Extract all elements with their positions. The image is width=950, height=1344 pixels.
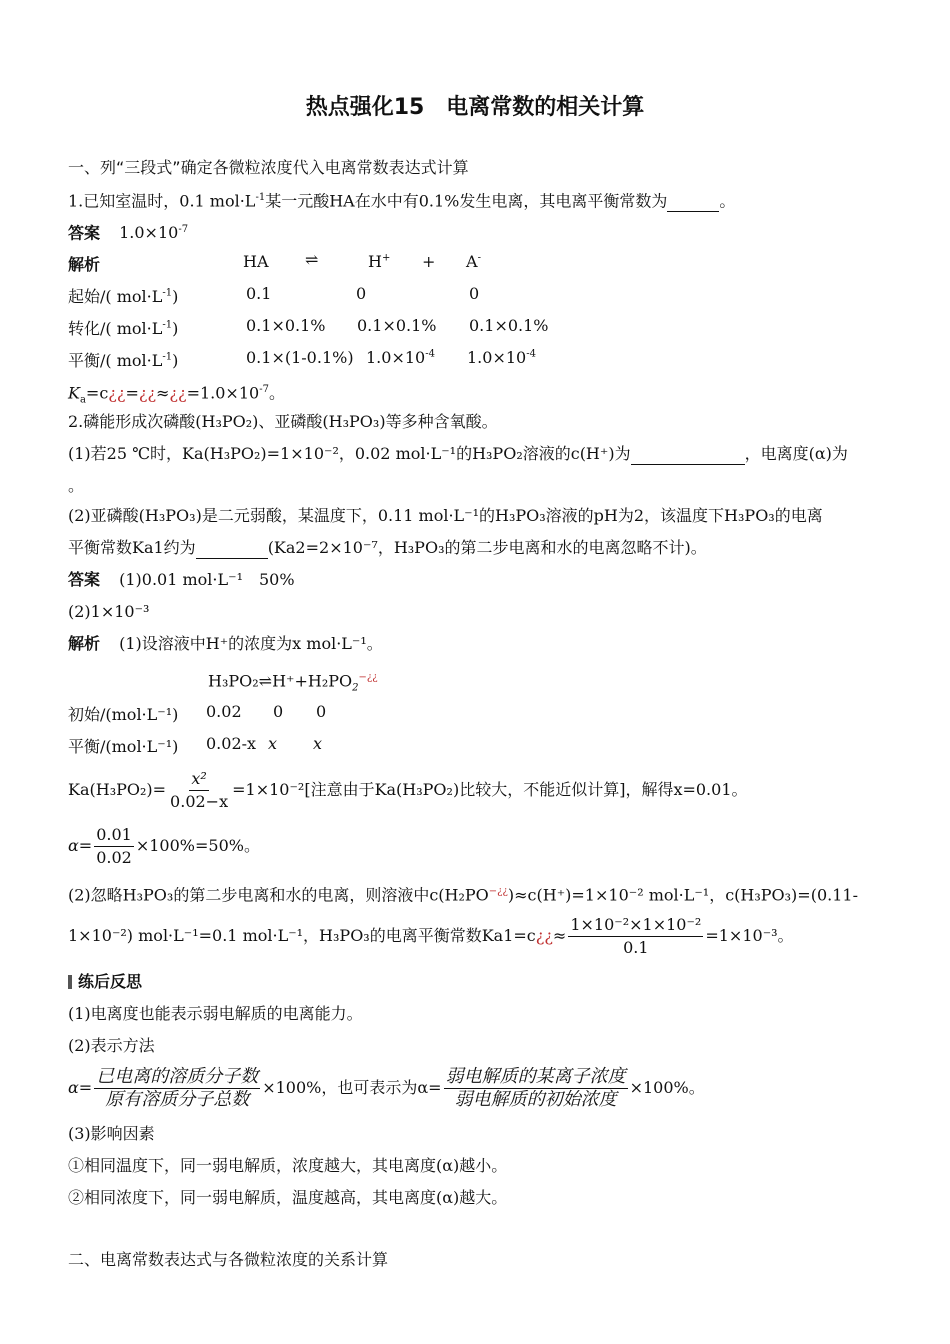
reflect-heading-text: 练后反思 <box>78 972 143 991</box>
q2-blank <box>631 444 745 465</box>
reflect-formula <box>68 1064 705 1114</box>
q1-cell: 0.1×0.1% <box>357 316 437 335</box>
q1-row-label: 转化/( $mol\cdot L^{-1}$) <box>68 319 179 338</box>
q2-p2-a: 平衡常数Ka1约为 <box>68 538 196 557</box>
formula-mid: ×100%，也可表示为α= <box>262 1078 442 1097</box>
reflect-3: (3)影响因素 <box>68 1124 155 1143</box>
q1-cell: 0.1×0.1% <box>246 316 326 335</box>
eq-h-text: H <box>368 252 382 271</box>
formula-alpha: α= <box>68 1078 93 1097</box>
q2-p1-text: (1)若25 ℃时，Ka(H₃PO₂)=1×10⁻²，0.02 mol·L⁻¹的H₃PO₂溶液的c(H⁺)为 <box>68 444 631 463</box>
answer-2: (2)1×10⁻³ <box>68 602 150 621</box>
q1-text-sup: -1 <box>255 192 266 203</box>
p2a-line2-c: =1×10⁻³。 <box>705 926 794 945</box>
q1-cell: 0.1×(1-0.1%) <box>246 348 354 367</box>
formula-1-numerator: 已电离的溶质分子数 <box>96 1066 259 1087</box>
page-title: 热点强化15 电离常数的相关计算 <box>305 95 645 120</box>
ka-fraction <box>168 768 230 813</box>
alpha-fraction <box>94 824 134 869</box>
q1-text-a: 1.已知室温时，0.1 mol·L <box>68 191 256 211</box>
q1-text-end: 。 <box>719 191 736 211</box>
row-label-sup: -1 <box>162 319 173 331</box>
cell-sup: -4 <box>425 348 435 360</box>
analysis-label: 解析 <box>68 255 101 274</box>
formula-1-denominator: 原有溶质分子总数 <box>105 1089 250 1110</box>
analysis-label: 解析 <box>68 634 101 653</box>
ka-k: K <box>68 383 80 403</box>
formula-2-denominator: 弱电解质的初始浓度 <box>454 1089 617 1110</box>
ka-denominator: 0.02−x <box>170 792 229 811</box>
eq-a-sup: - <box>477 252 481 264</box>
render-error-glyph: ¿¿ <box>108 383 126 403</box>
formula-fraction-1 <box>94 1066 260 1111</box>
ka-c: = <box>125 383 139 403</box>
render-error-glyph: ¿¿ <box>535 926 553 945</box>
alpha-right: ×100%=50%。 <box>135 836 260 855</box>
ka1-denominator: 0.1 <box>623 938 649 957</box>
q2-p2-b: (Ka2=2×10⁻⁷，H₃PO₃的第二步电离和水的电离忽略不计)。 <box>267 538 707 557</box>
q1-row-label: 平衡/( $mol\cdot L^{-1}$) <box>68 351 179 370</box>
q2-row-label: 初始/(mol·L⁻¹) <box>68 705 179 724</box>
alpha-left: α= <box>68 836 93 855</box>
answer-exp: -7 <box>178 224 189 235</box>
q2-alpha-line <box>68 824 260 870</box>
ka-left: Ka(H₃PO₂)= <box>68 780 167 799</box>
row-label-text: 转化/( mol·L <box>68 319 163 338</box>
answer-value: 1.0×10 <box>119 223 179 243</box>
q2-cell: x <box>268 734 278 753</box>
p2a-line2-a: 1×10⁻²) mol·L⁻¹=0.1 mol·L⁻¹，H₃PO₃的电离平衡常数Ka1=c <box>68 926 536 945</box>
cell-sup: -4 <box>526 348 536 360</box>
row-label-text: 平衡/( mol·L <box>68 351 163 370</box>
eq-h <box>368 252 390 271</box>
eq-a <box>466 252 481 271</box>
section1-heading: 一、列“三段式”确定各微粒浓度代入电离常数表达式计算 <box>68 158 469 177</box>
render-error-glyph: ¿¿ <box>169 383 187 403</box>
heading-bar-marker <box>68 975 72 989</box>
ka-d: ≈ <box>156 383 170 403</box>
section2-heading: 二、电离常数表达式与各微粒浓度的关系计算 <box>68 1250 389 1269</box>
ka-b: =c <box>85 383 109 403</box>
q2-part2-analysis-line2 <box>68 914 794 960</box>
q1-answer <box>68 220 188 243</box>
cell-text: 1.0×10 <box>366 348 426 367</box>
eq2-text: H₃PO₂⇌H⁺+H₂PO <box>208 671 353 691</box>
q1-ka <box>68 380 285 411</box>
q2-cell: x <box>313 734 323 753</box>
eq-plus: + <box>422 252 436 271</box>
q2-part2-line2 <box>68 538 707 559</box>
p2a-a: (2)忽略H₃PO₃的第二步电离和水的电离，则溶液中c(H₂PO <box>68 885 489 905</box>
q1-row-label: 起始/( $mol\cdot L^{-1}$) <box>68 287 179 306</box>
q2-equation <box>208 668 378 699</box>
eq-arrow: ⇌ <box>305 250 319 269</box>
q2-p1-line2: 。 <box>68 476 85 495</box>
q1-text-b: 某一元酸HA在水中有0.1%发生电离，其电离平衡常数为 <box>265 191 668 211</box>
row-label-sup: -1 <box>162 351 173 363</box>
ka-numerator: x² <box>189 768 208 791</box>
q2-blank <box>196 538 268 559</box>
reflect-2: (2)表示方法 <box>68 1036 155 1055</box>
eq-h-sup: + <box>381 252 391 264</box>
q1-cell: 0 <box>469 284 480 303</box>
q2-analysis <box>68 634 383 654</box>
q1-cell: 0.1 <box>246 284 272 303</box>
q2-cell: 0.02-x <box>206 734 257 753</box>
p2a-line2-b: ≈ <box>552 926 567 945</box>
analysis-1: (1)设溶液中H⁺的浓度为x mol·L⁻¹。 <box>119 634 383 653</box>
ka-sup: -7 <box>259 384 269 395</box>
row-label-sup: -1 <box>162 287 173 299</box>
q2-part2-analysis <box>68 882 858 905</box>
formula-2-numerator: 弱电解质的某离子浓度 <box>445 1066 626 1087</box>
q1-cell <box>467 348 536 367</box>
reflect-1: (1)电离度也能表示弱电解质的电离能力。 <box>68 1004 363 1023</box>
q1-blank <box>667 191 719 212</box>
q1-cell <box>366 348 435 367</box>
q1-cell: 0.1×0.1% <box>469 316 549 335</box>
ka1-numerator: 1×10⁻²×1×10⁻² <box>568 914 703 937</box>
q2-intro: 2.磷能形成次磷酸(H₃PO₂)、亚磷酸(H₃PO₃)等多种含氧酸。 <box>68 412 498 431</box>
q2-p1-end: ，电离度(α)为 <box>744 444 848 463</box>
reflect-heading <box>68 972 142 992</box>
answer-1: (1)0.01 mol·L⁻¹ 50% <box>119 570 295 589</box>
cell-text: 1.0×10 <box>467 348 527 367</box>
q2-cell: 0 <box>273 702 284 721</box>
q2-part2: (2)亚磷酸(H₃PO₃)是二元弱酸，某温度下，0.11 mol·L⁻¹的H₃PO₃溶液的pH为2，该温度下H₃PO₃的电离 <box>68 506 823 525</box>
q2-ka-line <box>68 768 748 814</box>
answer-label: 答案 <box>68 223 101 243</box>
reflect-5: ②相同浓度下，同一弱电解质，温度越高，其电离度(α)越大。 <box>68 1188 508 1207</box>
eq-a-text: A <box>466 252 478 271</box>
q1-cell: 0 <box>356 284 367 303</box>
render-error-glyph: −¿¿ <box>488 886 508 897</box>
alpha-numerator: 0.01 <box>94 824 134 847</box>
ka1-fraction <box>568 914 703 959</box>
q2-answer <box>68 570 295 590</box>
render-error-glyph: −¿¿ <box>358 672 378 683</box>
q2-row-label: 平衡/(mol·L⁻¹) <box>68 737 179 756</box>
row-label-text: 起始/( mol·L <box>68 287 163 306</box>
eq-ha: HA <box>243 252 269 271</box>
ka-end: 。 <box>268 383 285 403</box>
formula-end: ×100%。 <box>629 1078 705 1097</box>
alpha-denominator: 0.02 <box>96 848 132 867</box>
q2-cell: 0 <box>316 702 327 721</box>
formula-fraction-2 <box>444 1066 628 1111</box>
q1-text <box>68 188 735 212</box>
ka-sub: a <box>79 394 86 406</box>
q2-part1 <box>68 444 848 465</box>
eq2-sub: 2 <box>352 682 359 694</box>
answer-label: 答案 <box>68 570 101 589</box>
q2-cell: 0.02 <box>206 702 242 721</box>
ka-e: =1.0×10 <box>186 383 260 403</box>
render-error-glyph: ¿¿ <box>138 383 157 403</box>
ka-right: =1×10⁻²[注意由于Ka(H₃PO₂)比较大，不能近似计算]，解得x=0.01。 <box>232 780 748 799</box>
p2a-b: )≈c(H⁺)=1×10⁻² mol·L⁻¹，c(H₃PO₃)=(0.11- <box>507 885 858 905</box>
reflect-4: ①相同温度下，同一弱电解质，浓度越大，其电离度(α)越小。 <box>68 1156 508 1175</box>
